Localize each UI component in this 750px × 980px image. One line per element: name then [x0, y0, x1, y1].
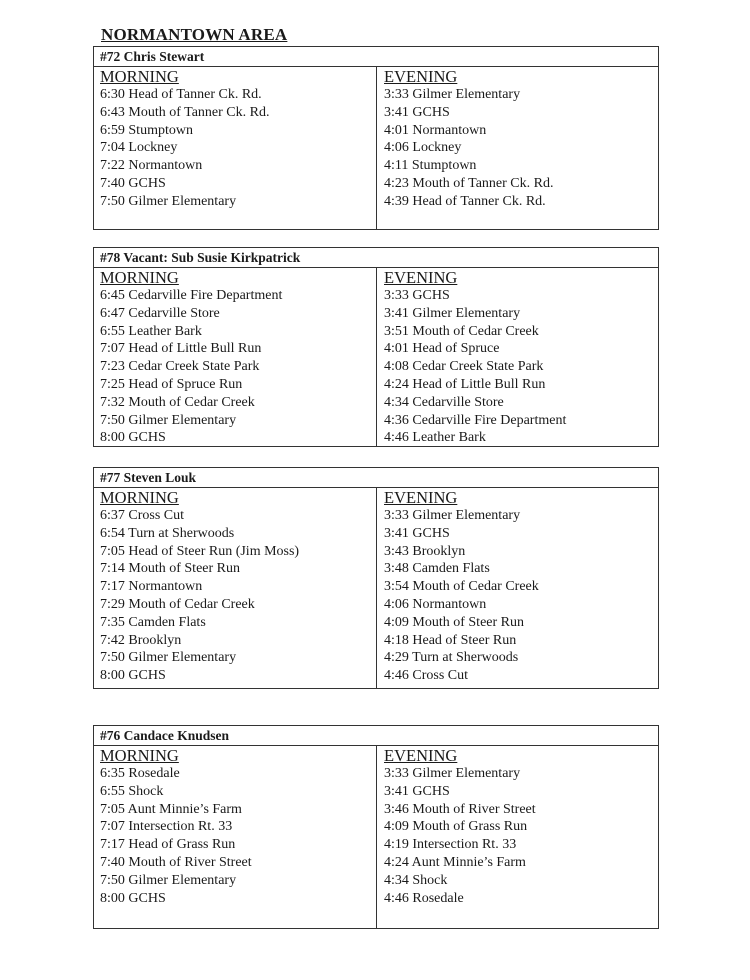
evening-stop: 4:09 Mouth of Grass Run — [384, 819, 528, 835]
evening-stop: 4:11 Stumptown — [384, 158, 477, 174]
morning-column — [100, 67, 269, 211]
morning-stop: 7:50 Gilmer Elementary — [100, 193, 237, 209]
route-header: #78 Vacant: Sub Susie Kirkpatrick — [94, 248, 658, 268]
morning-column — [100, 488, 299, 685]
evening-stop: 4:06 Normantown — [384, 596, 487, 612]
evening-stop: 4:18 Head of Steer Run — [384, 632, 517, 648]
evening-stop: 4:09 Mouth of Steer Run — [384, 614, 524, 630]
morning-heading: MORNING — [100, 746, 179, 765]
morning-stop: 7:23 Cedar Creek State Park — [100, 359, 260, 375]
evening-stop: 4:08 Cedar Creek State Park — [384, 359, 544, 375]
evening-stop: 4:29 Turn at Sherwoods — [384, 650, 519, 666]
evening-column — [384, 488, 539, 685]
morning-stop: 7:50 Gilmer Elementary — [100, 872, 237, 888]
morning-stop: 7:25 Head of Spruce Run — [100, 376, 243, 392]
evening-heading: EVENING — [384, 268, 458, 287]
morning-stop: 7:17 Head of Grass Run — [100, 837, 236, 853]
evening-stop: 4:36 Cedarville Fire Department — [384, 412, 567, 428]
evening-stop: 3:41 GCHS — [384, 525, 450, 541]
route-header: #76 Candace Knudsen — [94, 726, 658, 746]
evening-stop: 3:46 Mouth of River Street — [384, 801, 536, 817]
evening-stop: 3:51 Mouth of Cedar Creek — [384, 323, 539, 339]
evening-stop: 3:41 GCHS — [384, 783, 450, 799]
evening-heading: EVENING — [384, 67, 458, 86]
evening-stop: 4:46 Cross Cut — [384, 668, 469, 684]
route-77-box — [93, 467, 659, 689]
evening-stop: 3:33 Gilmer Elementary — [384, 87, 521, 102]
morning-stop: 7:07 Head of Little Bull Run — [100, 341, 262, 357]
route-header: #77 Steven Louk — [94, 468, 658, 488]
morning-stop: 8:00 GCHS — [100, 890, 166, 906]
evening-stop: 4:34 Shock — [384, 872, 448, 888]
page-title: NORMANTOWN AREA — [101, 25, 288, 44]
morning-stop: 7:07 Intersection Rt. 33 — [100, 819, 233, 835]
evening-stop: 4:24 Aunt Minnie’s Farm — [384, 854, 526, 870]
morning-stop: 7:17 Normantown — [100, 579, 203, 595]
morning-stop: 6:45 Cedarville Fire Department — [100, 288, 283, 303]
route-72-box — [93, 46, 659, 230]
morning-stop: 7:40 Mouth of River Street — [100, 854, 252, 870]
evening-stop: 4:01 Head of Spruce — [384, 341, 500, 357]
morning-stop: 8:00 GCHS — [100, 668, 166, 684]
morning-stop: 6:59 Stumptown — [100, 122, 193, 138]
morning-stop: 7:32 Mouth of Cedar Creek — [100, 394, 255, 410]
evening-stop: 4:34 Cedarville Store — [384, 394, 504, 410]
route-header: #72 Chris Stewart — [94, 47, 658, 67]
morning-stop: 6:43 Mouth of Tanner Ck. Rd. — [100, 104, 270, 120]
morning-stop: 8:00 GCHS — [100, 430, 166, 446]
morning-stop: 7:14 Mouth of Steer Run — [100, 561, 240, 577]
column-divider — [376, 268, 377, 446]
morning-stop: 6:54 Turn at Sherwoods — [100, 525, 235, 541]
morning-stop: 6:55 Leather Bark — [100, 323, 202, 339]
evening-stop: 3:41 Gilmer Elementary — [384, 305, 521, 321]
evening-stop: 3:48 Camden Flats — [384, 561, 490, 577]
column-divider — [376, 746, 377, 928]
morning-stop: 7:04 Lockney — [100, 140, 178, 156]
morning-heading: MORNING — [100, 488, 179, 507]
evening-stop: 4:01 Normantown — [384, 122, 487, 138]
evening-column — [384, 268, 566, 447]
evening-stop: 4:24 Head of Little Bull Run — [384, 376, 546, 392]
evening-stop: 3:54 Mouth of Cedar Creek — [384, 579, 539, 595]
evening-stop: 3:43 Brooklyn — [384, 543, 466, 559]
morning-heading: MORNING — [100, 268, 179, 287]
evening-column — [384, 746, 536, 907]
evening-column — [384, 67, 553, 211]
evening-heading: EVENING — [384, 488, 458, 507]
evening-stop: 4:39 Head of Tanner Ck. Rd. — [384, 193, 546, 209]
evening-stop: 3:41 GCHS — [384, 104, 450, 120]
morning-stop: 7:42 Brooklyn — [100, 632, 182, 648]
evening-heading: EVENING — [384, 746, 458, 765]
morning-stop: 6:35 Rosedale — [100, 766, 180, 781]
column-divider — [376, 488, 377, 688]
morning-stop: 7:50 Gilmer Elementary — [100, 412, 237, 428]
evening-stop: 4:19 Intersection Rt. 33 — [384, 837, 517, 853]
morning-stop: 7:50 Gilmer Elementary — [100, 650, 237, 666]
morning-stop: 7:40 GCHS — [100, 175, 166, 191]
morning-heading: MORNING — [100, 67, 179, 86]
morning-stop: 7:29 Mouth of Cedar Creek — [100, 596, 255, 612]
morning-column — [100, 746, 252, 907]
morning-stop: 6:30 Head of Tanner Ck. Rd. — [100, 87, 262, 102]
evening-stop: 3:33 Gilmer Elementary — [384, 508, 521, 523]
morning-stop: 7:05 Aunt Minnie’s Farm — [100, 801, 242, 817]
evening-stop: 4:23 Mouth of Tanner Ck. Rd. — [384, 175, 554, 191]
evening-stop: 3:33 Gilmer Elementary — [384, 766, 521, 781]
morning-stop: 6:55 Shock — [100, 783, 164, 799]
morning-stop: 6:47 Cedarville Store — [100, 305, 220, 321]
column-divider — [376, 67, 377, 229]
evening-stop: 4:46 Rosedale — [384, 890, 464, 906]
evening-stop: 4:46 Leather Bark — [384, 430, 486, 446]
evening-stop: 4:06 Lockney — [384, 140, 462, 156]
evening-stop: 3:33 GCHS — [384, 288, 450, 303]
morning-column — [100, 268, 282, 447]
morning-stop: 7:22 Normantown — [100, 158, 203, 174]
route-78-box — [93, 247, 659, 447]
morning-stop: 7:05 Head of Steer Run (Jim Moss) — [100, 543, 300, 559]
route-76-box — [93, 725, 659, 929]
morning-stop: 6:37 Cross Cut — [100, 508, 185, 523]
morning-stop: 7:35 Camden Flats — [100, 614, 206, 630]
